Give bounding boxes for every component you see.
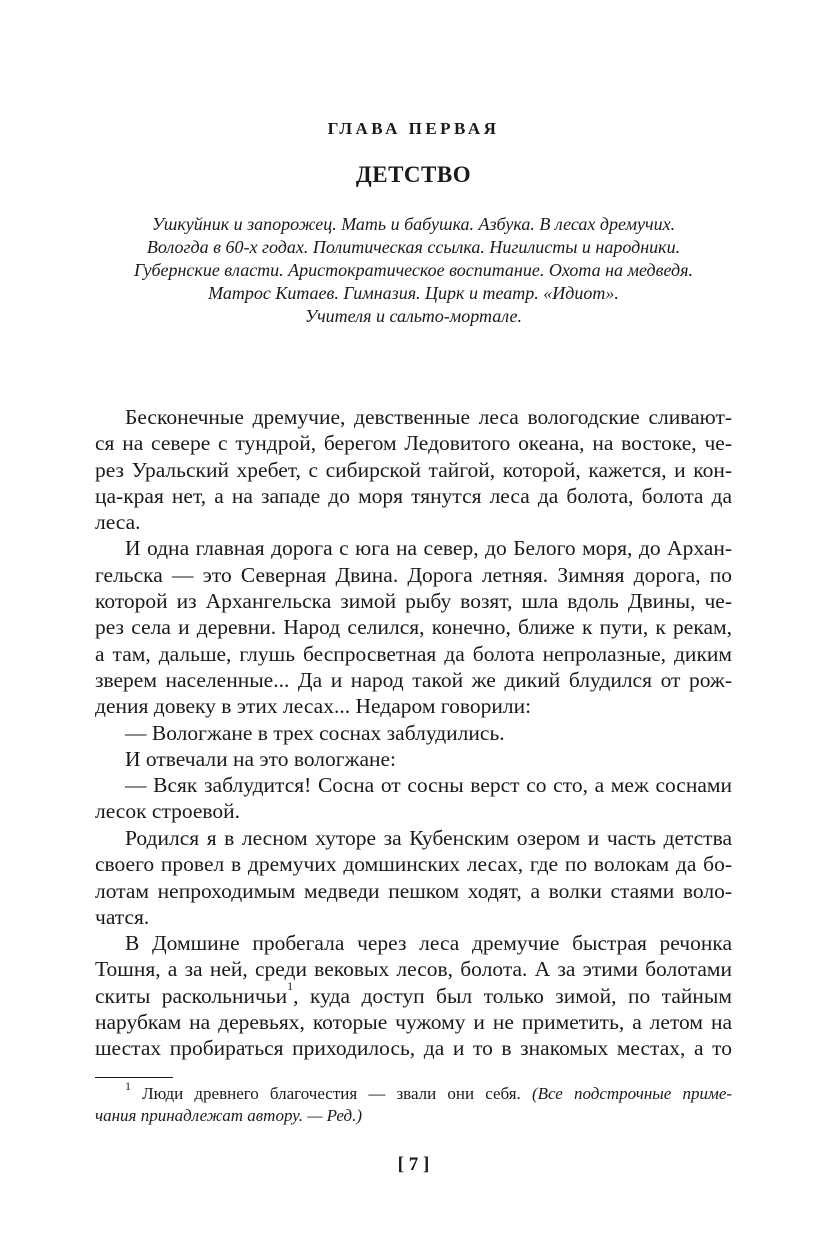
text-line: леса. bbox=[95, 510, 141, 535]
text-line: своего провел в дремучих домшинских лесах, где по волокам да бо- bbox=[95, 852, 732, 877]
text-line: шестах пробираться приходилось, да и то в знакомых местах, а то bbox=[95, 1036, 732, 1061]
footnote-reference[interactable]: 1 bbox=[287, 978, 294, 993]
epigraph-line: Ушкуйник и запорожец. Мать и бабушка. Азбука. В лесах дремучих. bbox=[151, 214, 676, 234]
chapter-epigraph bbox=[90, 213, 737, 328]
text-line: рез Уральский хребет, с сибирской тайгой, которой, кажется, и кон- bbox=[95, 457, 732, 482]
footnote-marker: 1 bbox=[125, 1079, 131, 1093]
text-fragment: , куда доступ был только зимой, по тайным bbox=[293, 983, 732, 1008]
epigraph-line: Губернские власти. Аристократическое воспитание. Охота на медведя. bbox=[133, 260, 693, 280]
text-line: Тошня, а за ней, среди вековых лесов, болота. А за этими болотами bbox=[95, 957, 732, 982]
body-text-block-1 bbox=[95, 404, 732, 825]
text-line: рез села и деревни. Народ селился, конечно, ближе к пути, к рекам, bbox=[95, 615, 732, 640]
text-line: И отвечали на это вологжане: bbox=[125, 746, 397, 771]
text-line: И одна главная дорога с юга на север, до Белого моря, до Архан- bbox=[125, 536, 732, 561]
text-line: ся на севере с тундрой, берегом Ледовитого океана, на востоке, че- bbox=[95, 431, 732, 456]
footnote bbox=[95, 1079, 733, 1127]
text-line: ца-края нет, а на западе до моря тянутся леса да болота, болота да bbox=[95, 483, 732, 508]
footnote-divider bbox=[95, 1077, 173, 1078]
epigraph-line: Матрос Китаев. Гимназия. Цирк и театр. «Идиот». bbox=[208, 283, 619, 303]
text-line: гельска — это Северная Двина. Дорога летняя. Зимняя дорога, по bbox=[95, 562, 732, 587]
footnote-line bbox=[95, 1079, 733, 1105]
text-line: Родился я в лесном хуторе за Кубенским озером и часть детства bbox=[125, 826, 732, 850]
text-line: В Домшине пробегала через леса дремучие быстрая речонка bbox=[125, 931, 732, 956]
footnote-note: (Все подстрочные приме- bbox=[531, 1084, 733, 1103]
text-line: нарубкам на деревьях, которые чужому и не приметить, а летом на bbox=[95, 1010, 732, 1035]
epigraph-line: Вологда в 60-х годах. Политическая ссылка. Нигилисты и народники. bbox=[146, 237, 681, 257]
body-text-block-2 bbox=[95, 825, 732, 1062]
epigraph-line: Учителя и сальто-мортале. bbox=[304, 306, 523, 326]
dialogue-line: — Вологжане в трех соснах заблудились. bbox=[125, 720, 505, 745]
dialogue-line: — Всяк заблудится! Сосна от сосны верст со сто, а меж соснами bbox=[125, 773, 732, 798]
footnote-line bbox=[95, 1105, 732, 1127]
text-line: которой из Архангельска зимой рыбу возят, шла вдоль Двины, че- bbox=[95, 589, 732, 614]
text-line: а там, дальше, глушь беспросветная да болота непролазные, диким bbox=[95, 641, 732, 666]
text-line: лесок строевой. bbox=[95, 799, 241, 824]
footnote-note: чания принадлежат автору. — Ред.) bbox=[95, 1106, 362, 1125]
page-number: [ 7 ] bbox=[397, 1154, 430, 1175]
text-line: чатся. bbox=[95, 904, 150, 929]
text-line bbox=[95, 978, 732, 1009]
chapter-label: ГЛАВА ПЕРВАЯ bbox=[327, 119, 500, 138]
text-fragment: скиты раскольничьи bbox=[95, 983, 288, 1008]
chapter-title: ДЕТСТВО bbox=[355, 162, 472, 187]
text-line: дения довеку в этих лесах... Недаром говорили: bbox=[95, 694, 532, 719]
text-line: лотам непроходимым медведи пешком ходят, а волки стаями воло- bbox=[95, 878, 732, 903]
text-line: зверем населенные... Да и народ такой же дикий блудился от рож- bbox=[95, 667, 732, 692]
text-line: Бесконечные дремучие, девственные леса вологодские сливают- bbox=[125, 405, 732, 429]
footnote-text: Люди древнего благочестия — звали они себя. bbox=[142, 1084, 521, 1103]
